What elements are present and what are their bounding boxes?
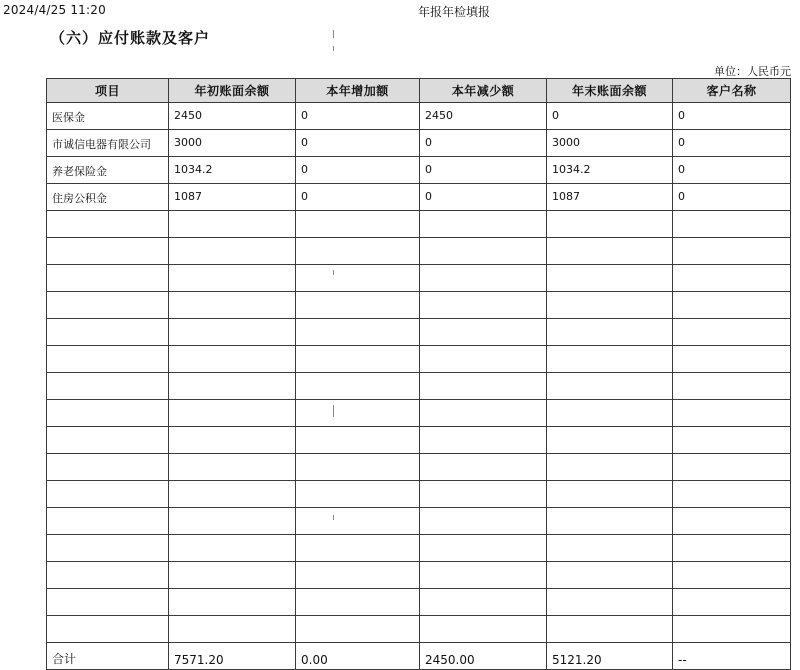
empty-cell — [47, 454, 169, 481]
section-title: （六）应付账款及客户 — [50, 29, 211, 47]
scan-artifact — [333, 46, 334, 51]
empty-cell — [169, 346, 296, 373]
empty-cell — [296, 211, 420, 238]
table-row — [47, 157, 791, 184]
empty-cell — [47, 535, 169, 562]
total-closing-balance: 5121.20 — [547, 643, 673, 670]
empty-table-row — [47, 589, 791, 616]
cell-opening-balance: 1087 — [169, 184, 296, 211]
empty-cell — [420, 292, 547, 319]
empty-cell — [547, 265, 673, 292]
empty-table-row — [47, 292, 791, 319]
empty-cell — [169, 265, 296, 292]
empty-cell — [673, 265, 791, 292]
cell-customer-name: 0 — [673, 157, 791, 184]
empty-cell — [47, 238, 169, 265]
empty-cell — [547, 589, 673, 616]
empty-cell — [296, 373, 420, 400]
empty-table-row — [47, 400, 791, 427]
empty-cell — [47, 373, 169, 400]
empty-cell — [547, 535, 673, 562]
empty-cell — [673, 562, 791, 589]
empty-cell — [420, 238, 547, 265]
empty-cell — [547, 481, 673, 508]
empty-table-row — [47, 238, 791, 265]
empty-cell — [296, 292, 420, 319]
cell-decrease: 2450 — [420, 103, 547, 130]
empty-cell — [547, 211, 673, 238]
empty-cell — [547, 373, 673, 400]
empty-cell — [547, 346, 673, 373]
cell-opening-balance: 3000 — [169, 130, 296, 157]
empty-cell — [296, 481, 420, 508]
empty-cell — [420, 265, 547, 292]
cell-opening-balance: 2450 — [169, 103, 296, 130]
cell-item: 市诚信电器有限公司 — [47, 130, 169, 157]
cell-closing-balance: 3000 — [547, 130, 673, 157]
cell-increase: 0 — [296, 103, 420, 130]
empty-cell — [47, 319, 169, 346]
empty-cell — [547, 319, 673, 346]
cell-opening-balance: 1034.2 — [169, 157, 296, 184]
empty-cell — [169, 562, 296, 589]
empty-cell — [47, 427, 169, 454]
empty-cell — [169, 427, 296, 454]
empty-cell — [673, 616, 791, 643]
col-header-closing-balance: 年末账面余额 — [547, 79, 673, 103]
cell-item: 医保金 — [47, 103, 169, 130]
empty-cell — [47, 346, 169, 373]
empty-table-row — [47, 427, 791, 454]
empty-cell — [169, 292, 296, 319]
print-datetime: 2024/4/25 11:20 — [3, 3, 106, 17]
empty-cell — [673, 427, 791, 454]
col-header-opening-balance: 年初账面余额 — [169, 79, 296, 103]
empty-cell — [420, 400, 547, 427]
empty-table-row — [47, 508, 791, 535]
empty-table-row — [47, 346, 791, 373]
empty-cell — [47, 616, 169, 643]
cell-closing-balance: 1034.2 — [547, 157, 673, 184]
empty-table-row — [47, 319, 791, 346]
empty-cell — [547, 427, 673, 454]
empty-cell — [420, 211, 547, 238]
currency-unit: 单位：人民币元 — [714, 65, 791, 78]
empty-table-row — [47, 535, 791, 562]
empty-table-row — [47, 562, 791, 589]
cell-item: 养老保险金 — [47, 157, 169, 184]
empty-cell — [169, 238, 296, 265]
empty-cell — [169, 589, 296, 616]
empty-cell — [420, 346, 547, 373]
col-header-item: 项目 — [47, 79, 169, 103]
empty-cell — [169, 400, 296, 427]
empty-cell — [673, 400, 791, 427]
empty-cell — [673, 319, 791, 346]
empty-cell — [296, 319, 420, 346]
col-header-increase: 本年增加额 — [296, 79, 420, 103]
col-header-customer-name: 客户名称 — [673, 79, 791, 103]
empty-cell — [47, 508, 169, 535]
cell-decrease: 0 — [420, 184, 547, 211]
empty-cell — [673, 292, 791, 319]
empty-cell — [420, 319, 547, 346]
empty-table-row — [47, 616, 791, 643]
empty-table-row — [47, 211, 791, 238]
empty-cell — [47, 589, 169, 616]
empty-cell — [169, 211, 296, 238]
empty-cell — [296, 616, 420, 643]
empty-cell — [169, 535, 296, 562]
empty-table-row — [47, 481, 791, 508]
empty-cell — [47, 265, 169, 292]
empty-cell — [296, 454, 420, 481]
table-row — [47, 103, 791, 130]
empty-cell — [673, 589, 791, 616]
empty-table-row — [47, 265, 791, 292]
cell-closing-balance: 0 — [547, 103, 673, 130]
cell-decrease: 0 — [420, 157, 547, 184]
empty-cell — [673, 346, 791, 373]
empty-cell — [547, 238, 673, 265]
empty-cell — [547, 454, 673, 481]
total-opening-balance: 7571.20 — [169, 643, 296, 670]
empty-cell — [547, 616, 673, 643]
empty-cell — [673, 481, 791, 508]
empty-cell — [169, 454, 296, 481]
empty-cell — [547, 292, 673, 319]
empty-cell — [169, 373, 296, 400]
empty-cell — [420, 589, 547, 616]
total-decrease: 2450.00 — [420, 643, 547, 670]
empty-cell — [420, 373, 547, 400]
cell-customer-name: 0 — [673, 184, 791, 211]
cell-customer-name: 0 — [673, 130, 791, 157]
empty-cell — [673, 373, 791, 400]
page-title: 年报年检填报 — [418, 5, 491, 19]
table-row — [47, 130, 791, 157]
empty-cell — [296, 265, 420, 292]
empty-cell — [547, 400, 673, 427]
cell-decrease: 0 — [420, 130, 547, 157]
empty-cell — [673, 508, 791, 535]
cell-increase: 0 — [296, 130, 420, 157]
empty-cell — [296, 346, 420, 373]
empty-cell — [420, 481, 547, 508]
empty-cell — [296, 589, 420, 616]
total-customer-name: -- — [673, 643, 791, 670]
empty-cell — [673, 535, 791, 562]
empty-cell — [296, 508, 420, 535]
cell-customer-name: 0 — [673, 103, 791, 130]
table-row — [47, 184, 791, 211]
empty-cell — [673, 238, 791, 265]
cell-item: 住房公积金 — [47, 184, 169, 211]
payables-table — [46, 78, 791, 670]
empty-cell — [169, 319, 296, 346]
empty-cell — [547, 508, 673, 535]
empty-cell — [547, 562, 673, 589]
empty-cell — [47, 481, 169, 508]
empty-cell — [296, 535, 420, 562]
empty-cell — [296, 238, 420, 265]
empty-table-row — [47, 454, 791, 481]
empty-cell — [169, 616, 296, 643]
total-label: 合计 — [47, 643, 169, 670]
empty-cell — [420, 562, 547, 589]
empty-cell — [296, 562, 420, 589]
empty-cell — [673, 454, 791, 481]
empty-cell — [169, 508, 296, 535]
empty-cell — [420, 508, 547, 535]
cell-increase: 0 — [296, 184, 420, 211]
empty-cell — [296, 400, 420, 427]
empty-cell — [420, 454, 547, 481]
cell-closing-balance: 1087 — [547, 184, 673, 211]
empty-cell — [420, 427, 547, 454]
empty-cell — [420, 535, 547, 562]
empty-cell — [673, 211, 791, 238]
empty-cell — [420, 616, 547, 643]
col-header-decrease: 本年减少额 — [420, 79, 547, 103]
empty-cell — [47, 562, 169, 589]
total-row — [47, 643, 791, 670]
empty-cell — [47, 292, 169, 319]
scan-artifact — [333, 30, 334, 38]
empty-cell — [169, 481, 296, 508]
empty-cell — [47, 211, 169, 238]
cell-increase: 0 — [296, 157, 420, 184]
empty-cell — [47, 400, 169, 427]
empty-cell — [296, 427, 420, 454]
empty-table-row — [47, 373, 791, 400]
total-increase: 0.00 — [296, 643, 420, 670]
table-header-row — [47, 79, 791, 103]
